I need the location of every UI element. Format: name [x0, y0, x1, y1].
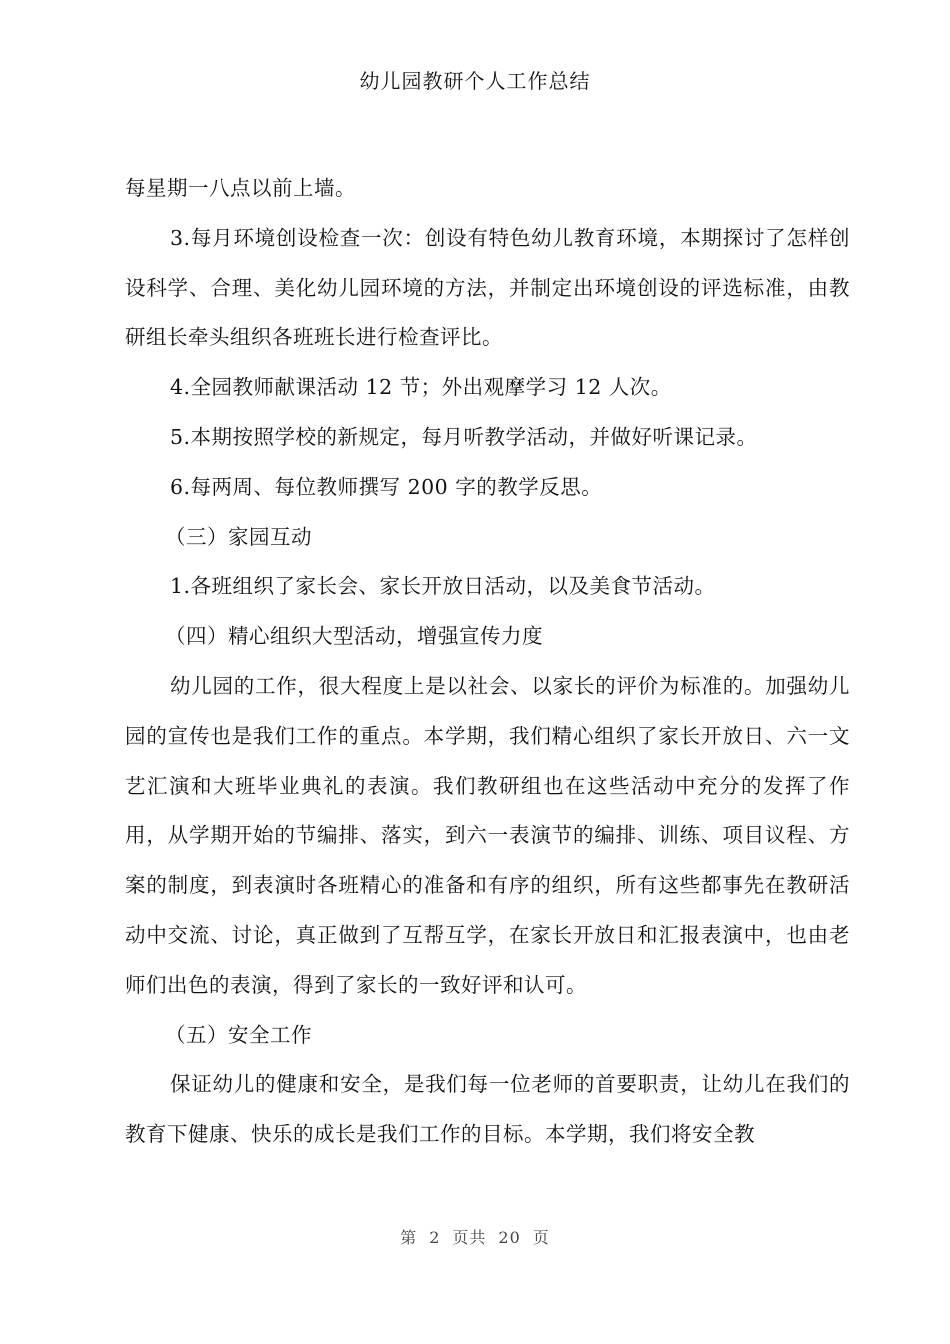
section-heading-large-activities: （四）精心组织大型活动，增强宣传力度: [165, 624, 543, 649]
paragraph-large-activities: 幼儿园的工作，很大程度上是以社会、以家长的评价为标准的。加强幼儿园的宣传也是我们工作的重点。本学期，我们精心组织了家长开放日、六一文艺汇演和大班毕业典礼的表演。我们教研组也在这些活动中充分的发挥了作用，从学期开始的节编排、落实，到六一表演节的编排、训练、项目议程、方案的制度，到表演时各班精心的准备和有序的组织，所有这些都事先在教研活动中交流、讨论，真正做到了互帮互学，在家长开放日和汇报表演中，也由老师们出色的表演，得到了家长的一致好评和认可。: [125, 673, 850, 997]
footer-page-number: 2: [429, 1228, 441, 1247]
footer-prefix: 第: [400, 1228, 418, 1247]
paragraph-continued: 每星期一八点以前上墙。: [125, 176, 356, 200]
footer-total-pages: 20: [498, 1228, 521, 1247]
paragraph-item-6: 6.每两周、每位教师撰写 200 字的教学反思。: [170, 474, 603, 499]
paragraph-home-school-item-1: 1.各班组织了家长会、家长开放日活动，以及美食节活动。: [170, 574, 716, 599]
page-title: 幼儿园教研个人工作总结: [359, 69, 591, 93]
paragraph-item-4: 4.全园教师献课活动 12 节；外出观摩学习 12 人次。: [170, 375, 672, 400]
section-heading-safety: （五）安全工作: [165, 1022, 312, 1047]
paragraph-item-5: 5.本期按照学校的新规定，每月听教学活动，并做好听课记录。: [170, 424, 758, 449]
paragraph-item-3: 3.每月环境创设检查一次：创设有特色幼儿教育环境，本期探讨了怎样创设科学、合理、美化幼儿园环境的方法，并制定出环境创设的评选标准，由教研组长牵头组织各班班长进行检查评比。: [125, 225, 850, 350]
document-body: [125, 164, 850, 1160]
footer-mid: 页共: [452, 1228, 487, 1247]
footer-suffix: 页: [532, 1228, 550, 1247]
paragraph-safety: 保证幼儿的健康和安全，是我们每一位老师的首要职责，让幼儿在我们的教育下健康、快乐的成长是我们工作的目标。本学期，我们将安全教: [125, 1072, 850, 1147]
page-footer: [0, 1227, 950, 1249]
section-heading-home-school: （三）家园互动: [165, 524, 312, 549]
